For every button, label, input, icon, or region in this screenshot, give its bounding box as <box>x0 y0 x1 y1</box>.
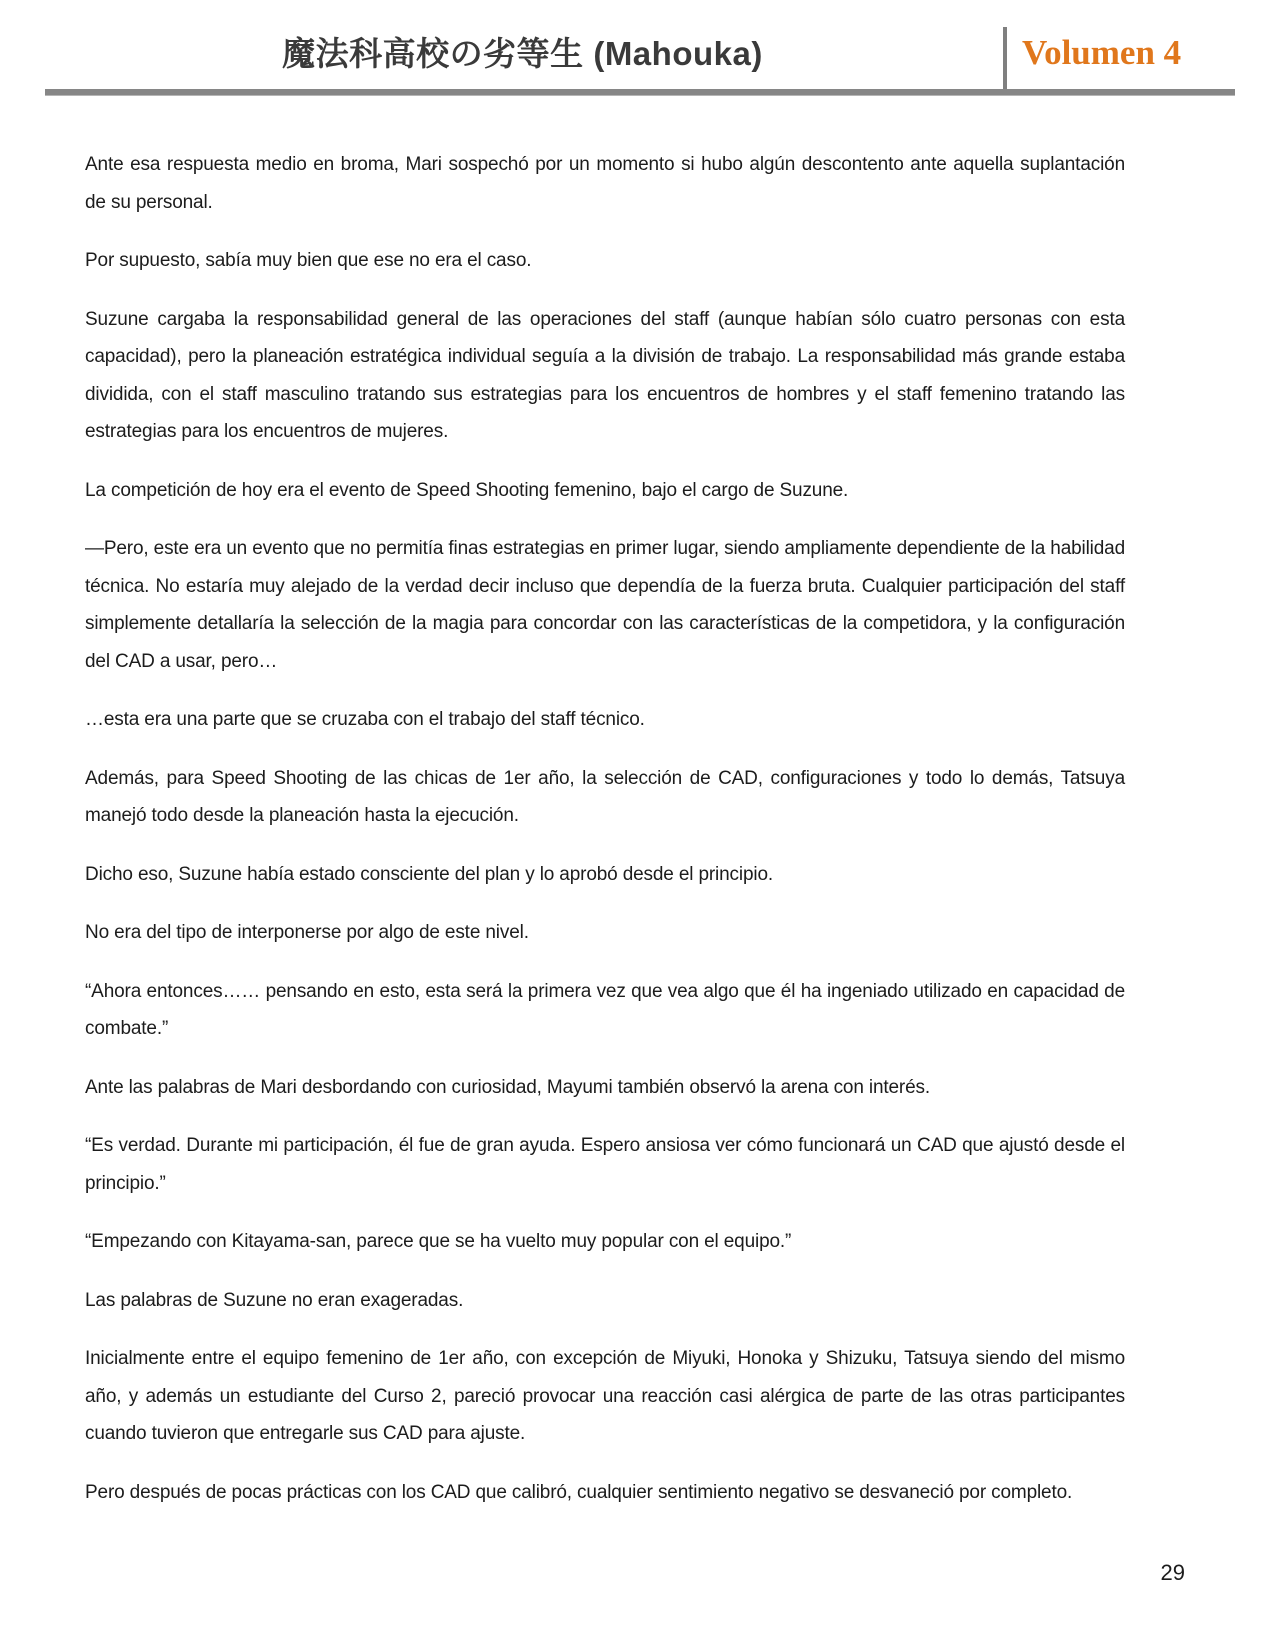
paragraph: “Empezando con Kitayama-san, parece que se ha vuelto muy popular con el equipo.” <box>85 1231 792 1252</box>
header-horizontal-rule <box>45 89 1235 96</box>
volume-label: Volumen 4 <box>1022 33 1182 72</box>
paragraph: Suzune cargaba la responsabilidad general de las operaciones del staff (aunque habían sólo cuatro personas con esta capacidad), pero la planeación estratégica individual seguía a la división de trabajo. La responsabilidad más grande estaba dividida, con el staff masculino tratando sus estrategias para los encuentros de hombres y el staff femenino tratando las estrategias para los encuentros de mujeres. <box>85 308 1125 442</box>
paragraph: Además, para Speed Shooting de las chicas de 1er año, la selección de CAD, configuraciones y todo lo demás, Tatsuya manejó todo desde la planeación hasta la ejecución. <box>85 767 1125 826</box>
paragraph: Ante las palabras de Mari desbordando con curiosidad, Mayumi también observó la arena con interés. <box>85 1076 931 1098</box>
paragraph: No era del tipo de interponerse por algo de este nivel. <box>85 922 529 943</box>
paragraph: Las palabras de Suzune no eran exageradas. <box>85 1289 464 1311</box>
paragraph: Pero después de pocas prácticas con los CAD que calibró, cualquier sentimiento negativo se desvaneció por completo. <box>85 1481 1073 1503</box>
body-text <box>85 146 1125 1532</box>
paragraph: —Pero, este era un evento que no permitía finas estrategias en primer lugar, siendo ampliamente dependiente de la habilidad técnica. No estaría muy alejado de la verdad decir incluso que dependía de la fuerza bruta. Cualquier participación del staff simplemente detallaría la selección de la magia para concordar con las características de la competidora, y la configuración del CAD a usar, pero… <box>85 538 1125 672</box>
header-vertical-divider <box>1003 27 1007 93</box>
page-number: 29 <box>1160 1560 1185 1585</box>
paragraph: “Ahora entonces…… pensando en esto, esta será la primera vez que vea algo que él ha ingeniado utilizado en capacidad de combate.” <box>85 980 1125 1039</box>
paragraph: “Es verdad. Durante mi participación, él fue de gran ayuda. Espero ansiosa ver cómo funcionará un CAD que ajustó desde el principio.” <box>85 1135 1125 1194</box>
paragraph: Inicialmente entre el equipo femenino de 1er año, con excepción de Miyuki, Honoka y Shizuku, Tatsuya siendo del mismo año, y además un estudiante del Curso 2, pareció provocar una reacción casi alérgica de parte de las otras participantes cuando tuvieron que entregarle sus CAD para ajuste. <box>85 1348 1125 1444</box>
paragraph: Ante esa respuesta medio en broma, Mari sospechó por un momento si hubo algún descontento ante aquella suplantación de su personal. <box>85 154 1125 213</box>
page-header-title: 魔法科高校の劣等生 (Mahouka) <box>282 35 763 72</box>
paragraph: La competición de hoy era el evento de Speed Shooting femenino, bajo el cargo de Suzune. <box>85 479 849 501</box>
paragraph: Dicho eso, Suzune había estado consciente del plan y lo aprobó desde el principio. <box>85 863 774 885</box>
paragraph: …esta era una parte que se cruzaba con el trabajo del staff técnico. <box>85 709 645 730</box>
paragraph: Por supuesto, sabía muy bien que ese no era el caso. <box>85 250 532 271</box>
